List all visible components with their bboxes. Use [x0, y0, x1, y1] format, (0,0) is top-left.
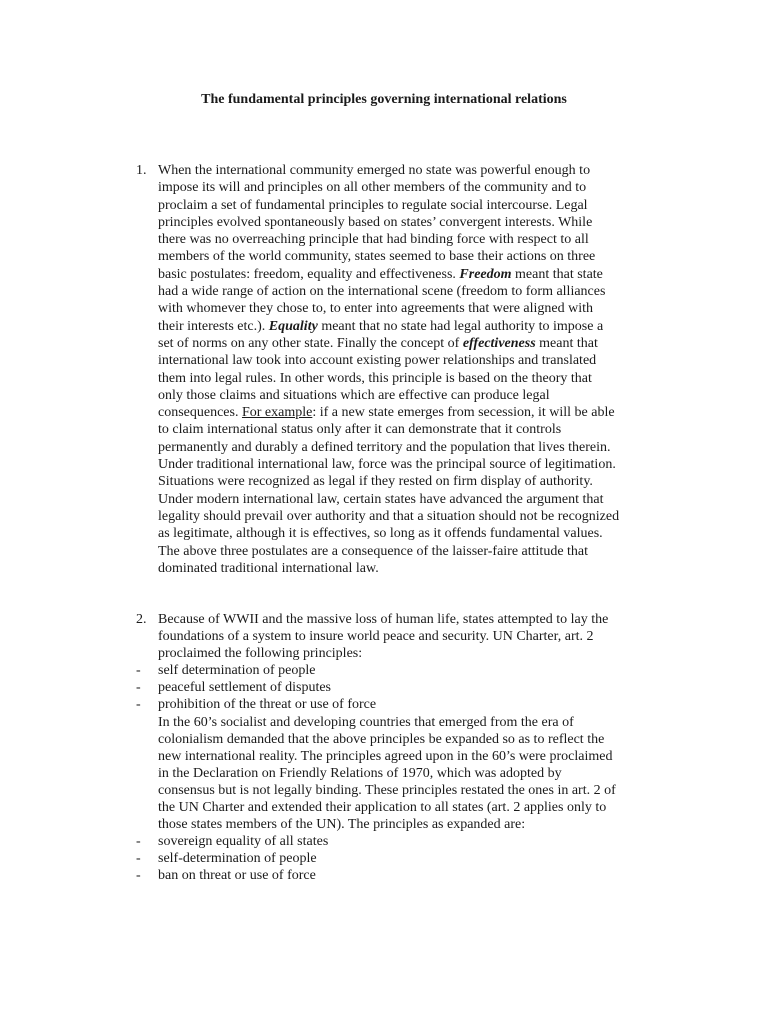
term-equality: Equality [268, 318, 318, 334]
dash-bullet: - [136, 680, 141, 696]
text-line: only those claims and situations which are effective can produce legal [158, 387, 550, 403]
list-item-text: peaceful settlement of disputes [158, 680, 331, 696]
text-line: the UN Charter and extended their application to all states (art. 2 applies only to [158, 800, 607, 816]
text-line: principles evolved spontaneously based on states’ convergent interests. While [158, 214, 593, 230]
text-line: Because of WWII and the massive loss of human life, states attempted to lay the [158, 612, 609, 627]
text-line: those states members of the UN). The principles as expanded are: [158, 817, 526, 833]
list-item-text: self determination of people [158, 663, 316, 679]
text-line: international law took into account existing power relationships and translated [158, 353, 597, 369]
text-line: consensus but is not legally binding. These principles restated the ones in art. 2 of [158, 782, 616, 798]
text-line [158, 335, 664, 352]
list-item [136, 679, 664, 696]
text-line: new international reality. The principles agreed upon in the 60’s were proclaimed [158, 748, 613, 764]
text-line: foundations of a system to insure world peace and security. UN Charter, art. 2 [158, 629, 594, 645]
list-item-text: self-determination of people [158, 851, 317, 867]
text-line [158, 266, 664, 283]
section-number: 1. [136, 163, 147, 178]
dash-bullet: - [136, 834, 141, 850]
dash-bullet: - [136, 851, 141, 867]
list-item-text: prohibition of the threat or use of force [158, 697, 377, 713]
text-line: colonialism demanded that the above principles be expanded so as to reflect the [158, 731, 605, 747]
text-line: members of the world community, states seemed to base their actions on three [158, 249, 596, 265]
text-segment: their interests etc.). [158, 318, 266, 334]
section-number: 2. [136, 612, 147, 627]
text-line: had a wide range of action on the international scene (freedom to form alliances [158, 284, 606, 300]
text-segment: basic postulates: freedom, equality and effectiveness. [158, 266, 456, 282]
text-line: legality should prevail over authority and that a situation should not be recognized [158, 508, 620, 524]
list-item [136, 867, 664, 884]
term-freedom: Freedom [459, 266, 512, 282]
text-line: there was no overreaching principle that had binding force with respect to all [158, 232, 589, 248]
underlined-example: For example [241, 405, 313, 421]
section-2-paragraph [136, 611, 664, 885]
text-segment: : if a new state emerges from secession, it will be able [312, 405, 615, 421]
text-line: Situations were recognized as legal if they rested on firm display of authority. [158, 474, 593, 490]
text-line [158, 318, 664, 335]
dash-bullet: - [136, 868, 141, 884]
text-line: When the international community emerged no state was powerful enough to [158, 163, 591, 178]
text-line: permanently and durably a defined territory and the population that lives therein. [158, 439, 611, 455]
list-item-text: ban on threat or use of force [158, 868, 316, 884]
text-line: Under modern international law, certain states have advanced the argument that [158, 491, 604, 507]
dash-bullet: - [136, 663, 141, 679]
document-title: The fundamental principles governing international relations [201, 92, 567, 107]
text-line [158, 404, 664, 421]
dash-bullet: - [136, 697, 141, 713]
text-line: Under traditional international law, force was the principal source of legitimation. [158, 457, 616, 473]
text-line: to claim international status only after it can demonstrate that it controls [158, 422, 562, 438]
text-line: proclaimed the following principles: [158, 646, 363, 662]
list-item [136, 696, 664, 713]
text-segment: meant that state [515, 266, 603, 282]
text-segment: meant that no state had legal authority to impose a [321, 318, 604, 334]
text-line: dominated traditional international law. [158, 560, 379, 576]
text-line: as legitimate, although it is effectives, so long as it offends fundamental values. [158, 526, 603, 542]
text-line: In the 60’s socialist and developing countries that emerged from the era of [158, 714, 574, 730]
section-1-paragraph [158, 162, 664, 577]
text-line: proclaim a set of fundamental principles to regulate social intercourse. Legal [158, 197, 588, 213]
text-segment: consequences. [158, 405, 239, 421]
list-item [136, 833, 664, 850]
text-line: impose its will and principles on all other members of the community and to [158, 180, 587, 196]
text-segment: set of norms on any other state. Finally the concept of [158, 335, 460, 351]
list-item [136, 850, 664, 867]
text-line: with whomever they chose to, to enter into agreements that were aligned with [158, 301, 594, 317]
text-line: in the Declaration on Friendly Relations of 1970, which was adopted by [158, 765, 562, 781]
list-item-text: sovereign equality of all states [158, 834, 329, 850]
list-item [136, 662, 664, 679]
text-line: them into legal rules. In other words, this principle is based on the theory that [158, 370, 592, 386]
text-segment: meant that [539, 335, 598, 351]
term-effectiveness: effectiveness [462, 335, 536, 351]
text-line: The above three postulates are a consequence of the laisser-faire attitude that [158, 543, 589, 559]
